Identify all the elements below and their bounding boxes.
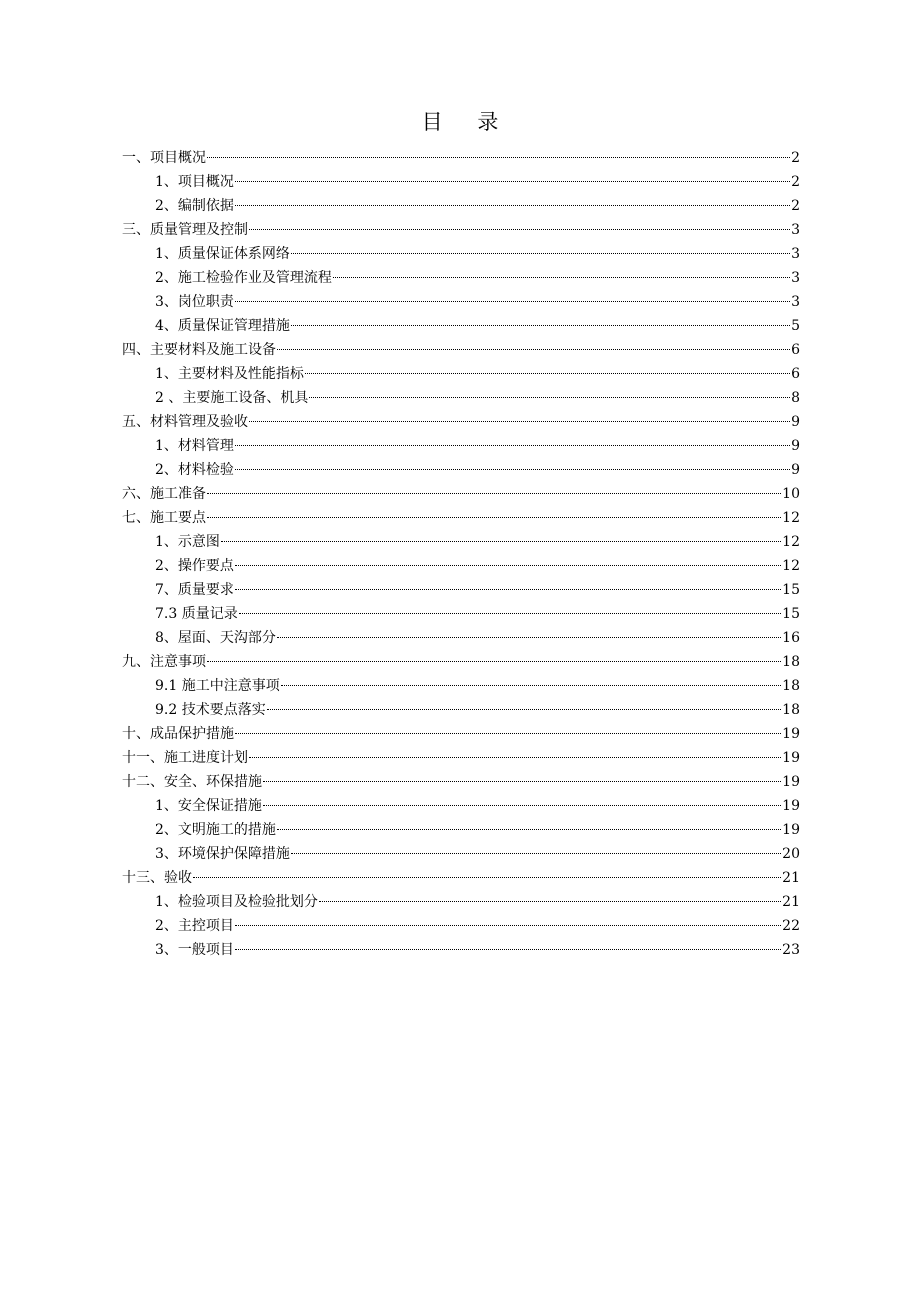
toc-dot-leader (239, 613, 781, 614)
toc-entry[interactable] (122, 770, 800, 794)
toc-entry-page-number: 22 (782, 918, 800, 934)
toc-entry[interactable] (122, 314, 800, 338)
toc-entry-label: 2 、主要施工设备、机具 (155, 390, 309, 406)
toc-entry-label: 1、主要材料及性能指标 (155, 366, 304, 382)
toc-entry-label: 六、施工准备 (122, 486, 206, 502)
toc-dot-leader (309, 397, 790, 398)
toc-dot-leader (235, 181, 790, 182)
toc-entry[interactable] (122, 146, 800, 170)
toc-entry-label: 2、操作要点 (155, 558, 234, 574)
toc-entry[interactable] (122, 506, 800, 530)
toc-dot-leader (249, 421, 790, 422)
toc-entry-label: 3、一般项目 (155, 942, 234, 958)
toc-entry[interactable] (122, 818, 800, 842)
toc-entry-label: 9.1 施工中注意事项 (155, 678, 280, 694)
toc-entry-label: 四、主要材料及施工设备 (122, 342, 276, 358)
toc-entry-label: 2、施工检验作业及管理流程 (155, 270, 332, 286)
toc-entry-page-number: 21 (782, 870, 800, 886)
toc-dot-leader (235, 445, 790, 446)
toc-entry[interactable] (122, 698, 800, 722)
toc-entry-page-number: 18 (782, 654, 800, 670)
toc-entry-label: 2、编制依据 (155, 198, 234, 214)
toc-entry-page-number: 23 (782, 942, 800, 958)
toc-entry-page-number: 15 (782, 582, 800, 598)
toc-entry-label: 3、岗位职责 (155, 294, 234, 310)
toc-entry-page-number: 5 (791, 318, 800, 334)
toc-entry-page-number: 3 (791, 270, 800, 286)
toc-dot-leader (235, 565, 781, 566)
toc-entry[interactable] (122, 866, 800, 890)
toc-entry[interactable] (122, 170, 800, 194)
toc-entry-page-number: 21 (782, 894, 800, 910)
toc-entry[interactable] (122, 458, 800, 482)
toc-entry[interactable] (122, 794, 800, 818)
toc-entry-page-number: 2 (791, 174, 800, 190)
toc-entry[interactable] (122, 194, 800, 218)
toc-entry[interactable] (122, 386, 800, 410)
toc-dot-leader (235, 925, 781, 926)
toc-entry-page-number: 9 (791, 462, 800, 478)
toc-dot-leader (235, 205, 790, 206)
toc-entry-label: 一、项目概况 (122, 150, 206, 166)
toc-dot-leader (263, 781, 781, 782)
toc-entry[interactable] (122, 722, 800, 746)
toc-dot-leader (207, 517, 781, 518)
toc-entry-label: 1、示意图 (155, 534, 220, 550)
toc-dot-leader (235, 949, 781, 950)
toc-entry-page-number: 18 (782, 678, 800, 694)
toc-dot-leader (235, 589, 781, 590)
toc-entry-label: 1、项目概况 (155, 174, 234, 190)
toc-dot-leader (235, 469, 790, 470)
toc-entry-label: 十二、安全、环保措施 (122, 774, 262, 790)
toc-entry[interactable] (122, 578, 800, 602)
toc-dot-leader (267, 709, 781, 710)
toc-entry-label: 3、环境保护保障措施 (155, 846, 290, 862)
toc-entry-label: 8、屋面、天沟部分 (155, 630, 276, 646)
toc-dot-leader (277, 349, 790, 350)
toc-dot-leader (291, 253, 790, 254)
toc-entry[interactable] (122, 914, 800, 938)
toc-entry-page-number: 15 (782, 606, 800, 622)
toc-entry[interactable] (122, 602, 800, 626)
toc-entry-page-number: 2 (791, 198, 800, 214)
toc-entry-label: 2、主控项目 (155, 918, 234, 934)
toc-title: 目 录 (421, 110, 513, 134)
toc-entry-page-number: 12 (782, 558, 800, 574)
toc-dot-leader (207, 661, 781, 662)
toc-entry[interactable] (122, 338, 800, 362)
toc-entry-label: 1、检验项目及检验批划分 (155, 894, 318, 910)
toc-entry-page-number: 2 (791, 150, 800, 166)
toc-entry-label: 十、成品保护措施 (122, 726, 234, 742)
toc-dot-leader (277, 829, 781, 830)
toc-entry-page-number: 6 (791, 342, 800, 358)
toc-entry[interactable] (122, 746, 800, 770)
toc-entry[interactable] (122, 290, 800, 314)
toc-entry[interactable] (122, 434, 800, 458)
toc-entry-label: 三、质量管理及控制 (122, 222, 248, 238)
toc-entry-page-number: 18 (782, 702, 800, 718)
toc-entry-label: 9.2 技术要点落实 (155, 702, 266, 718)
toc-entry-page-number: 19 (782, 798, 800, 814)
toc-dot-leader (305, 373, 790, 374)
toc-dot-leader (249, 757, 781, 758)
toc-entry[interactable] (122, 218, 800, 242)
toc-entry-label: 4、质量保证管理措施 (155, 318, 290, 334)
toc-entry-page-number: 12 (782, 534, 800, 550)
toc-entry-label: 7、质量要求 (155, 582, 234, 598)
toc-entry[interactable] (122, 482, 800, 506)
toc-entry-page-number: 3 (791, 294, 800, 310)
toc-entry[interactable] (122, 938, 800, 962)
toc-entry-page-number: 19 (782, 726, 800, 742)
toc-entry-page-number: 20 (782, 846, 800, 862)
toc-entry-label: 七、施工要点 (122, 510, 206, 526)
toc-list (122, 146, 800, 962)
toc-entry-page-number: 19 (782, 774, 800, 790)
toc-entry-label: 1、材料管理 (155, 438, 234, 454)
toc-dot-leader (281, 685, 781, 686)
toc-dot-leader (263, 805, 781, 806)
toc-entry[interactable] (122, 362, 800, 386)
toc-entry-page-number: 16 (782, 630, 800, 646)
toc-entry-page-number: 6 (791, 366, 800, 382)
toc-entry-page-number: 8 (791, 390, 800, 406)
toc-entry-label: 7.3 质量记录 (155, 606, 238, 622)
toc-dot-leader (249, 229, 790, 230)
toc-entry[interactable] (122, 890, 800, 914)
toc-entry[interactable] (122, 530, 800, 554)
toc-entry-page-number: 3 (791, 246, 800, 262)
toc-entry-label: 十一、施工进度计划 (122, 750, 248, 766)
toc-dot-leader (319, 901, 781, 902)
toc-entry-label: 九、注意事项 (122, 654, 206, 670)
toc-entry-label: 五、材料管理及验收 (122, 414, 248, 430)
toc-dot-leader (333, 277, 790, 278)
toc-entry-label: 2、材料检验 (155, 462, 234, 478)
toc-entry-page-number: 12 (782, 510, 800, 526)
toc-dot-leader (221, 541, 781, 542)
toc-entry-page-number: 19 (782, 822, 800, 838)
toc-entry[interactable] (122, 266, 800, 290)
toc-entry-page-number: 19 (782, 750, 800, 766)
toc-dot-leader (193, 877, 781, 878)
toc-entry-page-number: 9 (791, 438, 800, 454)
toc-entry[interactable] (122, 626, 800, 650)
toc-entry-label: 1、安全保证措施 (155, 798, 262, 814)
toc-dot-leader (235, 301, 790, 302)
toc-entry[interactable] (122, 554, 800, 578)
toc-entry[interactable] (122, 650, 800, 674)
toc-entry[interactable] (122, 674, 800, 698)
toc-entry-page-number: 10 (782, 486, 800, 502)
toc-entry[interactable] (122, 242, 800, 266)
toc-entry-page-number: 9 (791, 414, 800, 430)
toc-entry[interactable] (122, 842, 800, 866)
toc-entry-label: 2、文明施工的措施 (155, 822, 276, 838)
toc-entry-label: 十三、验收 (122, 870, 192, 886)
toc-dot-leader (291, 853, 781, 854)
toc-dot-leader (291, 325, 790, 326)
toc-dot-leader (207, 493, 781, 494)
toc-entry-label: 1、质量保证体系网络 (155, 246, 290, 262)
toc-dot-leader (235, 733, 781, 734)
toc-dot-leader (277, 637, 781, 638)
toc-entry[interactable] (122, 410, 800, 434)
toc-entry-page-number: 3 (791, 222, 800, 238)
toc-dot-leader (207, 157, 790, 158)
